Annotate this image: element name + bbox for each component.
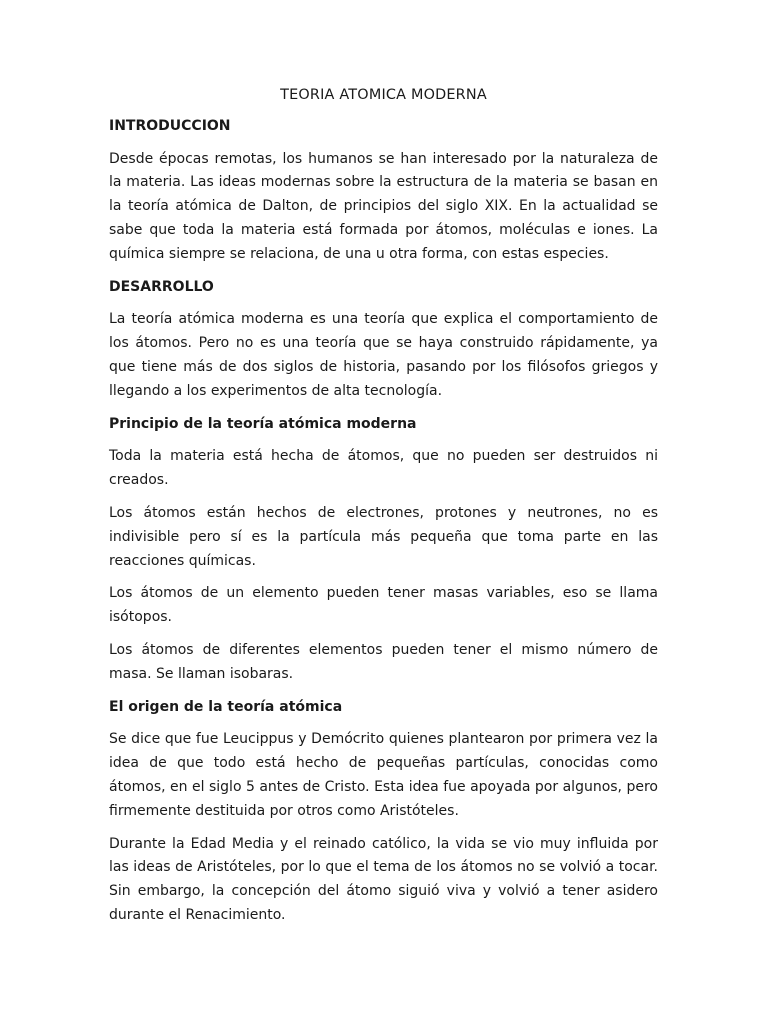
section-heading-principio: Principio de la teoría atómica moderna	[109, 415, 417, 432]
paragraph: Los átomos de un elemento pueden tener masas variables, eso se llama isótopos.	[109, 585, 658, 626]
paragraph: Se dice que fue Leucippus y Demócrito quienes plantearon por primera vez la idea de que todo está hecho de pequeñas partículas, conocidas como átomos, en el siglo 5 antes de Cristo. Esta idea fue apoyada por algunos, pero firmemente destituida por otros como Aristóteles.	[109, 731, 658, 819]
section-heading-desarrollo: DESARROLLO	[109, 278, 214, 295]
section-heading-origen: El origen de la teoría atómica	[109, 698, 343, 715]
section-heading-introduccion: INTRODUCCION	[109, 117, 231, 134]
paragraph: Los átomos de diferentes elementos pueden tener el mismo número de masa. Se llaman isobaras.	[109, 641, 658, 682]
paragraph: Los átomos están hechos de electrones, protones y neutrones, no es indivisible pero sí es la partícula más pequeña que toma parte en las reacciones químicas.	[109, 504, 658, 569]
document-title: TEORIA ATOMICA MODERNA	[280, 87, 487, 103]
paragraph: Desde épocas remotas, los humanos se han interesado por la naturaleza de la materia. Las ideas modernas sobre la estructura de la materia se basan en la teoría atómica de Dalton, de principios del siglo XIX. En la actualidad se sabe que toda la materia está formada por átomos, moléculas e iones. La química siempre se relaciona, de una u otra forma, con estas especies.	[109, 150, 658, 262]
paragraph: Toda la materia está hecha de átomos, que no pueden ser destruidos ni creados.	[109, 448, 658, 489]
document-page	[109, 84, 658, 937]
paragraph: Durante la Edad Media y el reinado católico, la vida se vio muy influida por las ideas de Aristóteles, por lo que el tema de los átomos no se volvió a tocar. Sin embargo, la concepción del átomo siguió viva y volvió a tener asidero durante el Renacimiento.	[109, 835, 658, 923]
paragraph: La teoría atómica moderna es una teoría que explica el comportamiento de los átomos. Pero no es una teoría que se haya construido rápidamente, ya que tiene más de dos siglos de historia, pasando por los filósofos griegos y llegando a los experimentos de alta tecnología.	[109, 311, 658, 399]
